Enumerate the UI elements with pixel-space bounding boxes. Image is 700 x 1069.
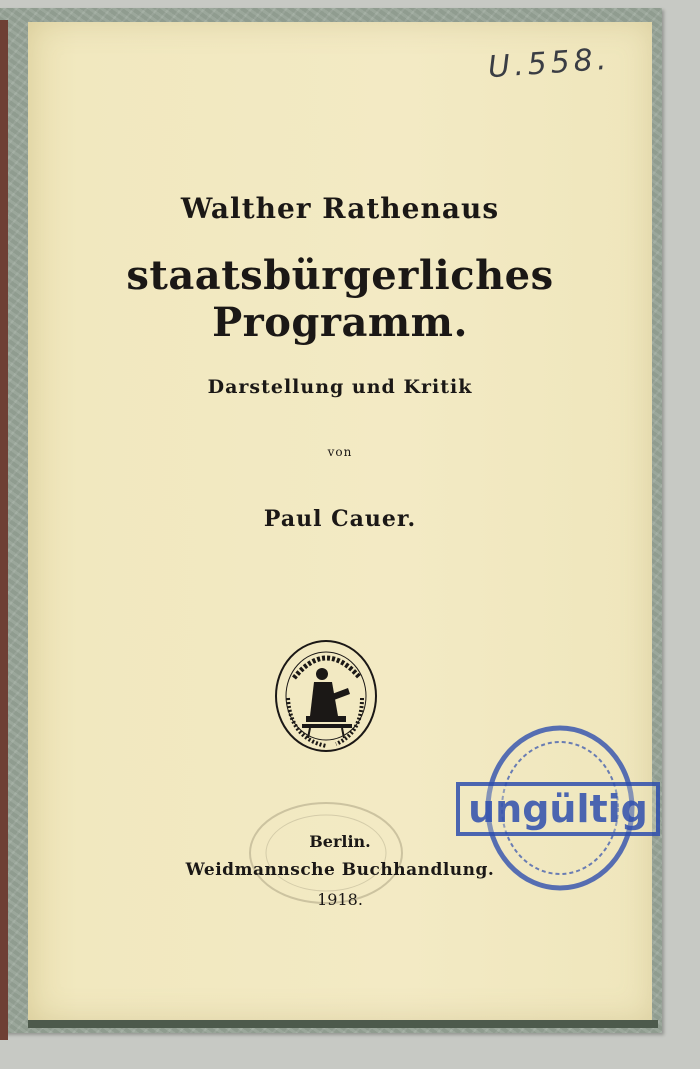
title-line-1: Walther Rathenaus xyxy=(180,192,500,225)
invalid-stamp-icon xyxy=(456,724,666,900)
title-line-2: staatsbürgerliches Programm. xyxy=(126,252,554,346)
invalid-stamp-label: ungültig xyxy=(468,787,648,831)
subtitle: Darstellung und Kritik xyxy=(207,376,473,398)
publication-place: Berlin. xyxy=(309,832,371,851)
handwritten-shelfmark: U.558. xyxy=(486,41,612,86)
by-line: von xyxy=(327,445,353,459)
book-spine xyxy=(0,20,8,1040)
publisher-name: Weidmannsche Buchhandlung. xyxy=(185,860,495,880)
publication-year: 1918. xyxy=(317,890,363,909)
page-bottom-edge xyxy=(28,1020,658,1028)
author-name: Paul Cauer. xyxy=(263,506,417,532)
publisher-seal-icon xyxy=(272,638,380,756)
